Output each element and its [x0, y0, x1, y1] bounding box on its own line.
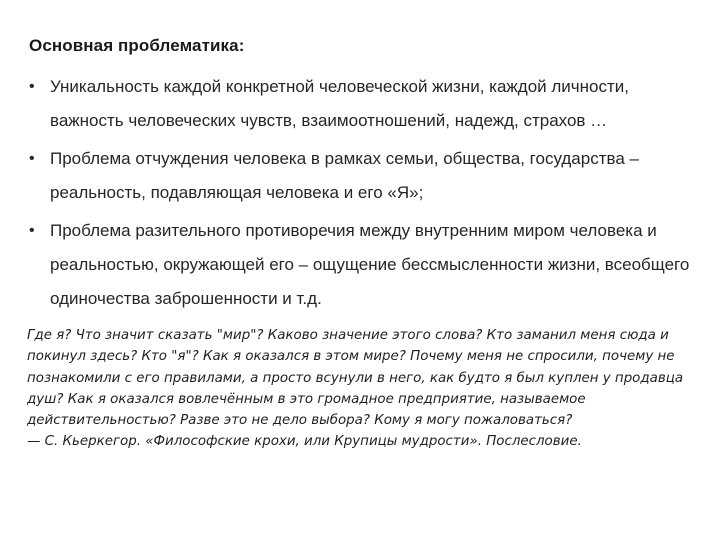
- bullet-text: Проблема разительного противоречия между внутренним миром человека и реальностью, окружающей его – ощущение бессмысленности жизни, всеобщего одиночества заброшенности и т.д.: [50, 221, 690, 308]
- bullet-list: [29, 70, 699, 320]
- slide-heading: Основная проблематика:: [29, 36, 245, 55]
- quote-source: — С. Кьеркегор. «Философские крохи, или Крупицы мудрости». Послесловие.: [27, 434, 582, 450]
- bullet-item: [29, 142, 699, 210]
- bullet-item: [29, 70, 699, 138]
- bullet-text: Проблема отчуждения человека в рамках семьи, общества, государства – реальность, подавляющая человека и его «Я»;: [50, 149, 639, 202]
- bullet-marker: •: [29, 78, 35, 95]
- bullet-marker: •: [29, 222, 35, 239]
- bullet-text: Уникальность каждой конкретной человеческой жизни, каждой личности, важность человеческих чувств, взаимоотношений, надежд, страхов …: [50, 77, 630, 130]
- quote-block: [27, 325, 697, 453]
- bullet-marker: •: [29, 150, 35, 167]
- quote-text: Где я? Что значит сказать "мир"? Каково значение этого слова? Кто заманил меня сюда и покинул здесь? Кто "я"? Как я оказался в этом мире? Почему меня не спросили, почему не познакомили с его правилами, а просто всунули в него, как будто я был куплен у продавца душ? Как я оказался вовлечённым в это громадное предприятие, называемое действительностью? Разве это не дело выбора? Кому я могу пожаловаться?: [27, 328, 684, 429]
- bullet-item: [29, 214, 699, 316]
